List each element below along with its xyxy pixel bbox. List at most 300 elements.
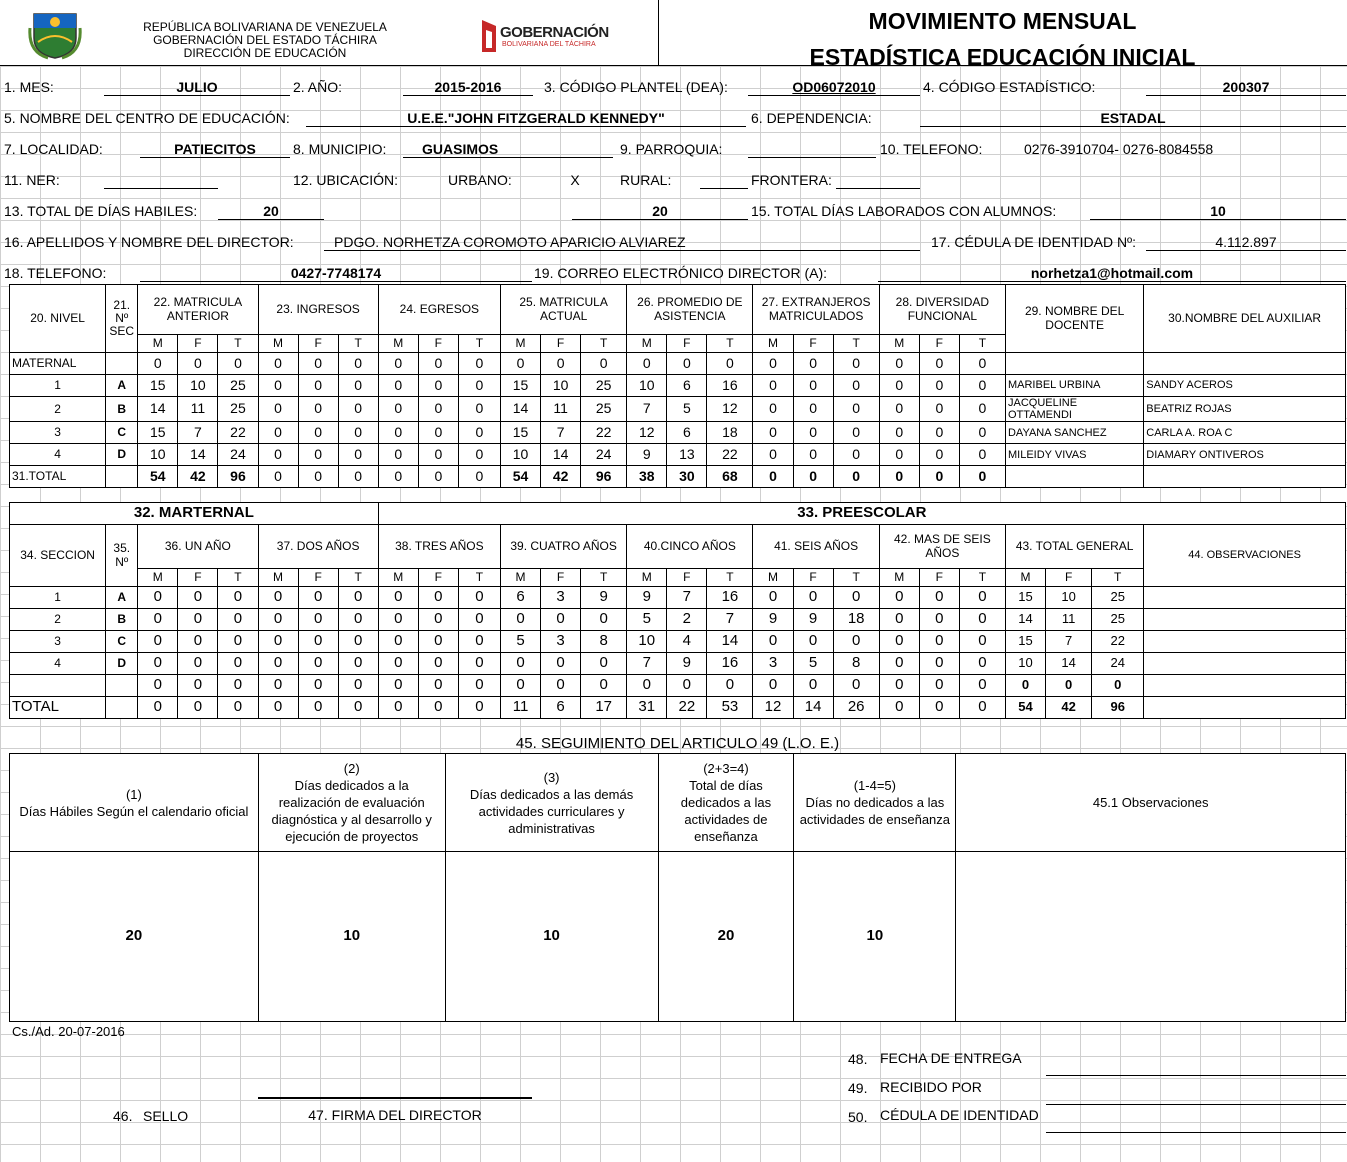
value-cell[interactable]: 5 (667, 397, 707, 422)
value-cell[interactable]: 0 (879, 444, 919, 466)
value-cell[interactable]: 0 (338, 675, 378, 697)
value-cell[interactable]: 0 (258, 444, 298, 466)
value-cell[interactable]: 0 (298, 422, 338, 444)
value-cell[interactable]: 42 (178, 466, 218, 488)
value-cell[interactable]: 0 (218, 653, 258, 675)
value-cell[interactable]: 0 (707, 675, 753, 697)
value-cell[interactable]: 0 (879, 675, 919, 697)
director-value[interactable]: PDGO. NORHETZA COROMOTO APARICIO ALVIAREZ (334, 234, 686, 250)
value-cell[interactable]: 15 (1005, 631, 1045, 653)
value-cell[interactable]: 0 (338, 697, 378, 719)
row-auxiliar[interactable]: SANDY ACEROS (1144, 375, 1346, 397)
value-cell[interactable]: 0 (919, 444, 959, 466)
value-cell[interactable]: 6 (667, 375, 707, 397)
value-cell[interactable]: 0 (378, 375, 418, 397)
value-cell[interactable]: 0 (919, 653, 959, 675)
value-cell[interactable]: 0 (218, 353, 258, 375)
value-cell[interactable]: 14 (541, 444, 581, 466)
value-cell[interactable]: 0 (458, 422, 500, 444)
value-cell[interactable]: 5 (793, 653, 833, 675)
value-cell[interactable]: 0 (879, 697, 919, 719)
value-cell[interactable]: 96 (581, 466, 627, 488)
value-cell[interactable]: 7 (627, 653, 667, 675)
value-cell[interactable]: 0 (138, 353, 178, 375)
value-cell[interactable]: 0 (753, 675, 793, 697)
value-cell[interactable]: 0 (919, 422, 959, 444)
value-cell[interactable]: 0 (258, 397, 298, 422)
value-cell[interactable]: 0 (378, 697, 418, 719)
value-cell[interactable]: 7 (541, 422, 581, 444)
observaciones-cell[interactable] (1144, 653, 1346, 675)
value-cell[interactable]: 22 (1092, 631, 1144, 653)
value-cell[interactable]: 68 (707, 466, 753, 488)
value-cell[interactable]: 26 (833, 697, 879, 719)
value-cell[interactable]: 0 (919, 631, 959, 653)
value-cell[interactable]: 0 (879, 653, 919, 675)
value-cell[interactable]: 0 (793, 675, 833, 697)
value-cell[interactable]: 0 (458, 587, 500, 609)
value-cell[interactable]: 9 (667, 653, 707, 675)
value-cell[interactable]: 10 (627, 375, 667, 397)
value-cell[interactable]: 25 (1092, 609, 1144, 631)
row-auxiliar[interactable] (1144, 353, 1346, 375)
value-cell[interactable]: 0 (627, 675, 667, 697)
value-cell[interactable]: 14 (138, 397, 178, 422)
value-cell[interactable]: 0 (138, 587, 178, 609)
value-cell[interactable]: 0 (378, 675, 418, 697)
value-cell[interactable]: 0 (959, 353, 1005, 375)
value-cell[interactable]: 3 (541, 631, 581, 653)
value-cell[interactable]: 54 (500, 466, 540, 488)
value-cell[interactable]: 0 (959, 397, 1005, 422)
value-cell[interactable]: 0 (258, 631, 298, 653)
value-cell[interactable]: 12 (627, 422, 667, 444)
value-cell[interactable]: 0 (753, 466, 793, 488)
value-cell[interactable]: 5 (627, 609, 667, 631)
value-cell[interactable]: 25 (218, 397, 258, 422)
codigo-plantel-value[interactable]: OD06072010 (792, 79, 876, 95)
value-cell[interactable]: 5 (500, 631, 540, 653)
value-cell[interactable]: 25 (581, 375, 627, 397)
value-cell[interactable]: 10 (627, 631, 667, 653)
value-cell[interactable]: 22 (667, 697, 707, 719)
value-cell[interactable]: 0 (138, 631, 178, 653)
dias-habiles-value-2[interactable]: 20 (652, 203, 668, 219)
value-cell[interactable]: 96 (218, 466, 258, 488)
value-cell[interactable]: 0 (879, 631, 919, 653)
value-cell[interactable]: 7 (707, 609, 753, 631)
value-cell[interactable]: 15 (138, 422, 178, 444)
value-cell[interactable]: 0 (959, 375, 1005, 397)
row-docente[interactable] (1005, 353, 1143, 375)
seguimiento-value-6[interactable] (956, 852, 1346, 1022)
localidad-value[interactable]: PATIECITOS (174, 141, 256, 157)
value-cell[interactable]: 0 (138, 653, 178, 675)
row-auxiliar[interactable]: DIAMARY ONTIVEROS (1144, 444, 1346, 466)
value-cell[interactable]: 0 (418, 397, 458, 422)
value-cell[interactable]: 0 (338, 631, 378, 653)
value-cell[interactable]: 0 (458, 609, 500, 631)
value-cell[interactable]: 0 (458, 397, 500, 422)
value-cell[interactable]: 0 (581, 609, 627, 631)
value-cell[interactable]: 0 (879, 609, 919, 631)
value-cell[interactable]: 0 (138, 609, 178, 631)
value-cell[interactable]: 0 (178, 697, 218, 719)
value-cell[interactable]: 42 (541, 466, 581, 488)
value-cell[interactable]: 0 (500, 653, 540, 675)
value-cell[interactable]: 18 (707, 422, 753, 444)
value-cell[interactable]: 10 (138, 444, 178, 466)
value-cell[interactable]: 24 (218, 444, 258, 466)
value-cell[interactable]: 0 (833, 353, 879, 375)
value-cell[interactable]: 0 (581, 353, 627, 375)
nombre-centro-value[interactable]: U.E.E."JOHN FITZGERALD KENNEDY" (407, 110, 665, 126)
value-cell[interactable]: 0 (627, 353, 667, 375)
value-cell[interactable]: 0 (959, 466, 1005, 488)
value-cell[interactable]: 0 (753, 631, 793, 653)
value-cell[interactable]: 0 (418, 697, 458, 719)
value-cell[interactable]: 0 (418, 631, 458, 653)
row-auxiliar[interactable]: BEATRIZ ROJAS (1144, 397, 1346, 422)
value-cell[interactable]: 0 (298, 444, 338, 466)
value-cell[interactable]: 0 (418, 466, 458, 488)
value-cell[interactable]: 0 (338, 653, 378, 675)
value-cell[interactable]: 3 (541, 587, 581, 609)
value-cell[interactable]: 0 (793, 422, 833, 444)
value-cell[interactable]: 0 (833, 444, 879, 466)
value-cell[interactable]: 14 (707, 631, 753, 653)
value-cell[interactable]: 0 (919, 587, 959, 609)
value-cell[interactable]: 0 (218, 587, 258, 609)
value-cell[interactable]: 10 (500, 444, 540, 466)
value-cell[interactable]: 0 (298, 631, 338, 653)
value-cell[interactable]: 0 (833, 422, 879, 444)
value-cell[interactable]: 0 (541, 675, 581, 697)
value-cell[interactable]: 0 (753, 444, 793, 466)
value-cell[interactable]: 0 (378, 653, 418, 675)
value-cell[interactable]: 0 (581, 675, 627, 697)
value-cell[interactable]: 54 (1005, 697, 1045, 719)
row-docente[interactable] (1005, 466, 1143, 488)
value-cell[interactable]: 0 (458, 353, 500, 375)
value-cell[interactable]: 0 (218, 697, 258, 719)
value-cell[interactable]: 0 (753, 422, 793, 444)
value-cell[interactable]: 8 (581, 631, 627, 653)
value-cell[interactable]: 0 (378, 444, 418, 466)
value-cell[interactable]: 0 (418, 444, 458, 466)
value-cell[interactable]: 0 (879, 375, 919, 397)
value-cell[interactable]: 0 (258, 353, 298, 375)
value-cell[interactable]: 0 (178, 631, 218, 653)
value-cell[interactable]: 0 (919, 466, 959, 488)
value-cell[interactable]: 0 (833, 375, 879, 397)
dias-laborados-value[interactable]: 10 (1210, 203, 1226, 219)
value-cell[interactable]: 0 (919, 375, 959, 397)
value-cell[interactable]: 15 (500, 422, 540, 444)
value-cell[interactable]: 0 (258, 697, 298, 719)
value-cell[interactable]: 25 (581, 397, 627, 422)
value-cell[interactable]: 0 (753, 397, 793, 422)
row-auxiliar[interactable] (1144, 466, 1346, 488)
value-cell[interactable]: 12 (753, 697, 793, 719)
seguimiento-value-5[interactable]: 10 (794, 852, 956, 1022)
observaciones-cell[interactable] (1144, 675, 1346, 697)
value-cell[interactable]: 0 (500, 353, 540, 375)
value-cell[interactable]: 0 (793, 466, 833, 488)
value-cell[interactable]: 0 (298, 587, 338, 609)
value-cell[interactable]: 0 (500, 675, 540, 697)
value-cell[interactable]: 9 (581, 587, 627, 609)
value-cell[interactable]: 15 (138, 375, 178, 397)
value-cell[interactable]: 9 (793, 609, 833, 631)
value-cell[interactable]: 0 (919, 397, 959, 422)
value-cell[interactable]: 0 (667, 353, 707, 375)
value-cell[interactable]: 0 (793, 587, 833, 609)
value-cell[interactable]: 0 (667, 675, 707, 697)
value-cell[interactable]: 2 (667, 609, 707, 631)
value-cell[interactable]: 0 (298, 353, 338, 375)
value-cell[interactable]: 0 (178, 353, 218, 375)
value-cell[interactable]: 0 (959, 422, 1005, 444)
row-docente[interactable]: MARIBEL URBINA (1005, 375, 1143, 397)
value-cell[interactable]: 0 (879, 353, 919, 375)
value-cell[interactable]: 9 (627, 587, 667, 609)
value-cell[interactable]: 22 (707, 444, 753, 466)
value-cell[interactable]: 0 (178, 653, 218, 675)
value-cell[interactable]: 0 (298, 675, 338, 697)
seguimiento-value-4[interactable]: 20 (658, 852, 794, 1022)
value-cell[interactable]: 0 (258, 466, 298, 488)
value-cell[interactable]: 14 (500, 397, 540, 422)
value-cell[interactable]: 0 (959, 653, 1005, 675)
value-cell[interactable]: 0 (458, 675, 500, 697)
correo-value[interactable]: norhetza1@hotmail.com (1030, 265, 1194, 281)
value-cell[interactable]: 0 (218, 675, 258, 697)
value-cell[interactable]: 0 (378, 609, 418, 631)
ano-value[interactable]: 2015-2016 (434, 79, 502, 95)
value-cell[interactable]: 0 (258, 587, 298, 609)
value-cell[interactable]: 0 (178, 609, 218, 631)
value-cell[interactable]: 22 (581, 422, 627, 444)
value-cell[interactable]: 0 (833, 675, 879, 697)
value-cell[interactable]: 0 (541, 609, 581, 631)
value-cell[interactable]: 16 (707, 587, 753, 609)
value-cell[interactable]: 0 (338, 587, 378, 609)
value-cell[interactable]: 0 (919, 609, 959, 631)
value-cell[interactable]: 0 (919, 353, 959, 375)
value-cell[interactable]: 0 (959, 609, 1005, 631)
value-cell[interactable]: 0 (298, 609, 338, 631)
value-cell[interactable]: 0 (833, 466, 879, 488)
value-cell[interactable]: 0 (378, 397, 418, 422)
value-cell[interactable]: 0 (298, 466, 338, 488)
value-cell[interactable]: 53 (707, 697, 753, 719)
value-cell[interactable]: 0 (338, 466, 378, 488)
value-cell[interactable]: 0 (418, 609, 458, 631)
value-cell[interactable]: 7 (667, 587, 707, 609)
value-cell[interactable]: 0 (833, 631, 879, 653)
value-cell[interactable]: 0 (418, 375, 458, 397)
municipio-value[interactable]: GUASIMOS (422, 141, 499, 157)
value-cell[interactable]: 0 (458, 653, 500, 675)
value-cell[interactable]: 0 (458, 697, 500, 719)
value-cell[interactable]: 0 (258, 422, 298, 444)
cedula-value[interactable]: 4.112.897 (1215, 234, 1277, 250)
value-cell[interactable]: 0 (138, 675, 178, 697)
value-cell[interactable]: 38 (627, 466, 667, 488)
value-cell[interactable]: 4 (667, 631, 707, 653)
value-cell[interactable]: 15 (500, 375, 540, 397)
value-cell[interactable]: 42 (1046, 697, 1092, 719)
value-cell[interactable]: 30 (667, 466, 707, 488)
value-cell[interactable]: 0 (879, 422, 919, 444)
value-cell[interactable]: 11 (1046, 609, 1092, 631)
value-cell[interactable]: 0 (138, 697, 178, 719)
value-cell[interactable]: 0 (753, 375, 793, 397)
observaciones-cell[interactable] (1144, 631, 1346, 653)
value-cell[interactable]: 0 (258, 375, 298, 397)
value-cell[interactable]: 0 (500, 609, 540, 631)
value-cell[interactable]: 0 (541, 353, 581, 375)
value-cell[interactable]: 0 (879, 587, 919, 609)
value-cell[interactable]: 9 (627, 444, 667, 466)
mes-value[interactable]: JULIO (176, 79, 218, 95)
value-cell[interactable]: 0 (458, 375, 500, 397)
value-cell[interactable]: 31 (627, 697, 667, 719)
value-cell[interactable]: 0 (793, 631, 833, 653)
value-cell[interactable]: 0 (298, 697, 338, 719)
value-cell[interactable]: 0 (218, 631, 258, 653)
observaciones-cell[interactable] (1144, 609, 1346, 631)
value-cell[interactable]: 12 (707, 397, 753, 422)
value-cell[interactable]: 0 (178, 587, 218, 609)
seguimiento-value-3[interactable]: 10 (445, 852, 658, 1022)
observaciones-cell[interactable] (1144, 697, 1346, 719)
value-cell[interactable]: 96 (1092, 697, 1144, 719)
value-cell[interactable]: 7 (627, 397, 667, 422)
value-cell[interactable]: 0 (833, 587, 879, 609)
value-cell[interactable]: 0 (1005, 675, 1045, 697)
value-cell[interactable]: 0 (581, 653, 627, 675)
value-cell[interactable]: 54 (138, 466, 178, 488)
value-cell[interactable]: 11 (500, 697, 540, 719)
value-cell[interactable]: 0 (378, 466, 418, 488)
row-docente[interactable]: DAYANA SANCHEZ (1005, 422, 1143, 444)
value-cell[interactable]: 13 (667, 444, 707, 466)
value-cell[interactable]: 0 (378, 422, 418, 444)
row-auxiliar[interactable]: CARLA A. ROA C (1144, 422, 1346, 444)
value-cell[interactable]: 11 (178, 397, 218, 422)
value-cell[interactable]: 0 (793, 397, 833, 422)
value-cell[interactable]: 0 (458, 631, 500, 653)
value-cell[interactable]: 0 (338, 353, 378, 375)
value-cell[interactable]: 0 (541, 653, 581, 675)
dependencia-value[interactable]: ESTADAL (1100, 110, 1166, 126)
value-cell[interactable]: 0 (959, 675, 1005, 697)
value-cell[interactable]: 14 (1005, 609, 1045, 631)
value-cell[interactable]: 0 (879, 397, 919, 422)
seguimiento-value-1[interactable]: 20 (10, 852, 259, 1022)
value-cell[interactable]: 10 (541, 375, 581, 397)
value-cell[interactable]: 10 (1046, 587, 1092, 609)
value-cell[interactable]: 18 (833, 609, 879, 631)
value-cell[interactable]: 10 (178, 375, 218, 397)
value-cell[interactable]: 0 (1046, 675, 1092, 697)
value-cell[interactable]: 0 (793, 444, 833, 466)
value-cell[interactable]: 0 (458, 444, 500, 466)
value-cell[interactable]: 17 (581, 697, 627, 719)
value-cell[interactable]: 14 (178, 444, 218, 466)
value-cell[interactable]: 0 (298, 375, 338, 397)
value-cell[interactable]: 7 (178, 422, 218, 444)
value-cell[interactable]: 0 (338, 609, 378, 631)
row-docente[interactable]: MILEIDY VIVAS (1005, 444, 1143, 466)
value-cell[interactable]: 0 (753, 353, 793, 375)
dias-habiles-value[interactable]: 20 (263, 203, 279, 219)
value-cell[interactable]: 0 (258, 675, 298, 697)
value-cell[interactable]: 3 (753, 653, 793, 675)
value-cell[interactable]: 14 (1046, 653, 1092, 675)
value-cell[interactable]: 6 (541, 697, 581, 719)
value-cell[interactable]: 0 (959, 697, 1005, 719)
tel-director-value[interactable]: 0427-7748174 (290, 265, 382, 281)
value-cell[interactable]: 0 (793, 353, 833, 375)
value-cell[interactable]: 0 (707, 353, 753, 375)
value-cell[interactable]: 11 (541, 397, 581, 422)
value-cell[interactable]: 6 (667, 422, 707, 444)
value-cell[interactable]: 0 (338, 444, 378, 466)
value-cell[interactable]: 0 (879, 466, 919, 488)
value-cell[interactable]: 7 (1046, 631, 1092, 653)
value-cell[interactable]: 0 (959, 444, 1005, 466)
telefono-value[interactable]: 0276-3910704- 0276-8084558 (1024, 141, 1214, 157)
value-cell[interactable]: 24 (581, 444, 627, 466)
value-cell[interactable]: 0 (959, 631, 1005, 653)
value-cell[interactable]: 10 (1005, 653, 1045, 675)
value-cell[interactable]: 24 (1092, 653, 1144, 675)
value-cell[interactable]: 0 (338, 397, 378, 422)
value-cell[interactable]: 0 (793, 375, 833, 397)
value-cell[interactable]: 0 (418, 422, 458, 444)
value-cell[interactable]: 0 (378, 587, 418, 609)
row-docente[interactable]: JACQUELINE OTTAMENDI (1005, 397, 1143, 422)
value-cell[interactable]: 8 (833, 653, 879, 675)
value-cell[interactable]: 0 (178, 675, 218, 697)
value-cell[interactable]: 0 (418, 353, 458, 375)
value-cell[interactable]: 6 (500, 587, 540, 609)
value-cell[interactable]: 0 (418, 587, 458, 609)
value-cell[interactable]: 0 (298, 397, 338, 422)
value-cell[interactable]: 22 (218, 422, 258, 444)
value-cell[interactable]: 14 (793, 697, 833, 719)
observaciones-cell[interactable] (1144, 587, 1346, 609)
value-cell[interactable]: 0 (378, 353, 418, 375)
value-cell[interactable]: 9 (753, 609, 793, 631)
urbano-checkmark[interactable]: X (570, 172, 580, 188)
value-cell[interactable]: 0 (1092, 675, 1144, 697)
value-cell[interactable]: 25 (218, 375, 258, 397)
seguimiento-value-2[interactable]: 10 (258, 852, 445, 1022)
value-cell[interactable]: 25 (1092, 587, 1144, 609)
value-cell[interactable]: 0 (919, 697, 959, 719)
value-cell[interactable]: 0 (378, 631, 418, 653)
value-cell[interactable]: 16 (707, 653, 753, 675)
value-cell[interactable]: 0 (833, 397, 879, 422)
value-cell[interactable]: 0 (458, 466, 500, 488)
value-cell[interactable]: 0 (338, 422, 378, 444)
value-cell[interactable]: 0 (338, 375, 378, 397)
value-cell[interactable]: 0 (218, 609, 258, 631)
